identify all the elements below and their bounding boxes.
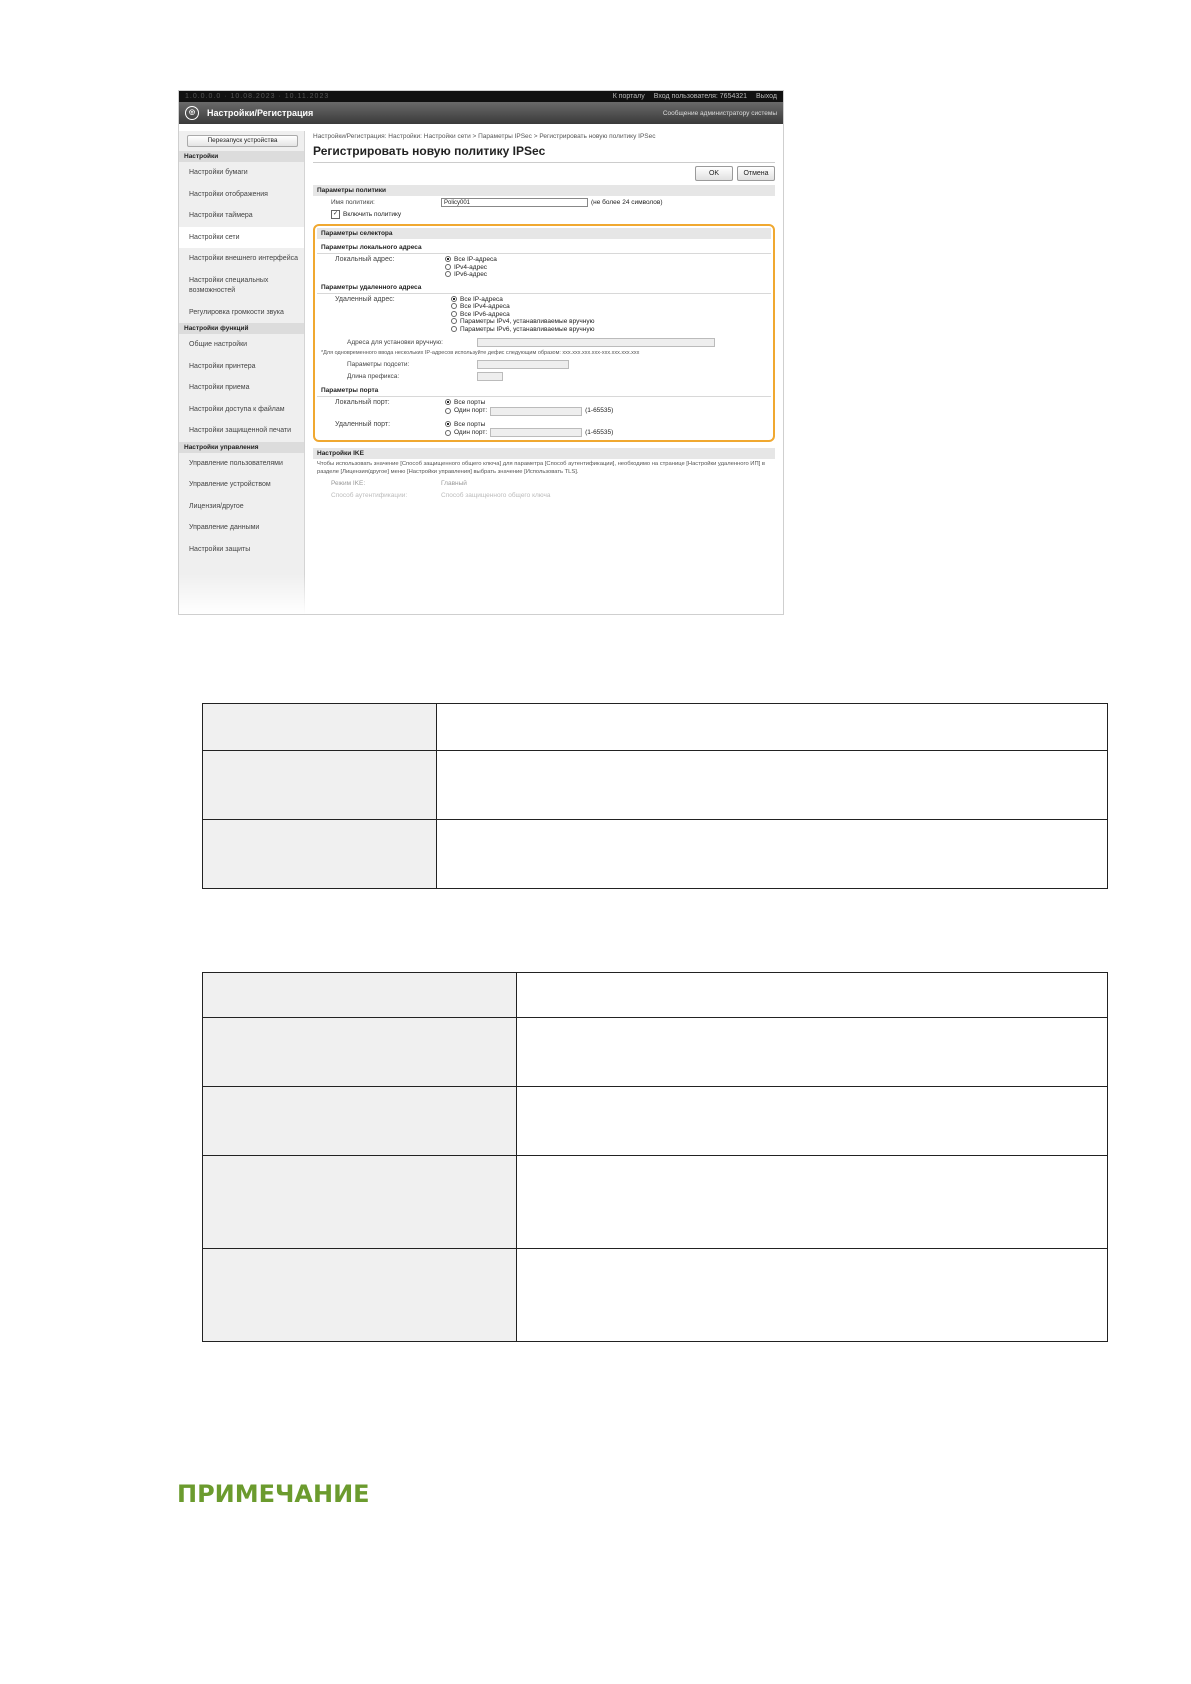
sidebar-item-users[interactable]: Управление пользователями <box>189 459 283 467</box>
table-row <box>203 1249 1108 1342</box>
policy-name-input[interactable]: Policy001 <box>441 198 588 207</box>
table-cell <box>203 820 437 889</box>
settings-logo-icon: ◎ <box>185 106 199 120</box>
enable-policy-checkbox[interactable]: ✓ <box>332 210 339 217</box>
ike-auth-value: Способ защищенного общего ключа <box>441 491 551 499</box>
sidebar-item-common[interactable]: Общие настройки <box>189 341 248 348</box>
bottom-fade <box>179 574 783 614</box>
radio-icon <box>445 264 451 270</box>
title-bar <box>179 102 783 124</box>
ike-mode-label: Режим IKE: <box>331 479 366 487</box>
local-port-input[interactable] <box>490 407 582 416</box>
local-address-label: Локальный адрес: <box>335 256 395 263</box>
enable-policy-row <box>313 208 775 220</box>
sidebar-item-receive[interactable]: Настройки приема <box>189 384 250 391</box>
breadcrumb: Настройки/Регистрация: Настройки: Настройки сети > Параметры IPSec > Регистрировать новую политику IPSec <box>313 133 656 140</box>
manual-address-input[interactable] <box>477 338 715 347</box>
sidebar-item-accessibility[interactable]: Настройки специальных возможностей <box>189 276 269 294</box>
subnet-label: Параметры подсети: <box>347 360 410 368</box>
local-opt-ipv4[interactable]: IPv4-адрес <box>445 264 497 272</box>
remote-ui-screenshot <box>178 90 784 615</box>
table-cell <box>437 820 1108 889</box>
radio-icon <box>445 421 451 427</box>
remote-opt-all-ipv4[interactable]: Все IPv4-адреса <box>451 303 594 311</box>
sidebar-item-data[interactable]: Управление данными <box>189 524 260 531</box>
top-bar <box>179 91 783 102</box>
ike-description: Чтобы использовать значение [Способ защищенного общего ключа] для параметра [Способ аутентификации], необходимо на странице [Настройки удаленного ИП] в разделе [Лицензия/другое] меню [Настройки управления] выбрать значение [Использовать TLS]. <box>317 461 765 475</box>
user-id: 7654321 <box>719 93 748 100</box>
table-cell <box>203 704 437 751</box>
remote-opt-all[interactable]: Все IP-адреса <box>451 296 594 304</box>
sidebar-section-management: Настройки управления <box>179 442 304 453</box>
ike-section-header: Настройки IKE <box>313 448 775 459</box>
remote-port-input[interactable] <box>490 428 582 437</box>
radio-icon <box>445 271 451 277</box>
enable-policy-label: Включить политику <box>343 210 402 218</box>
sidebar-item-display[interactable]: Настройки отображения <box>189 190 268 198</box>
remote-address-subheader: Параметры удаленного адреса <box>317 281 771 294</box>
table-row <box>203 973 1108 1018</box>
sidebar-item-security[interactable]: Настройки защиты <box>189 545 251 553</box>
prefix-label: Длина префикса: <box>347 372 400 380</box>
radio-icon <box>451 326 457 332</box>
subnet-row <box>317 358 771 370</box>
table-cell <box>517 1018 1108 1087</box>
table-2 <box>202 972 1108 1342</box>
ike-mode-value: Главный <box>441 479 467 487</box>
top-bar-info: 1.0.0.0.0 · 10.08.2023 · 10.11.2023 <box>185 93 330 100</box>
sidebar-item-device[interactable]: Управление устройством <box>189 481 271 488</box>
table-cell <box>517 973 1108 1018</box>
remote-port-range: (1-65535) <box>585 428 614 436</box>
radio-icon <box>445 430 451 436</box>
cancel-button[interactable]: Отмена <box>737 166 775 181</box>
radio-icon <box>445 256 451 262</box>
remote-address-options <box>451 296 594 334</box>
local-address-options <box>445 256 497 279</box>
manual-address-row <box>317 336 771 348</box>
table-cell <box>203 751 437 820</box>
local-port-one[interactable]: Один порт: (1-65535) <box>445 407 613 416</box>
port-subheader: Параметры порта <box>317 384 771 397</box>
login-label: Вход пользователя: 7654321 <box>653 93 748 100</box>
ok-button[interactable]: OK <box>695 166 733 181</box>
remote-port-label: Удаленный порт: <box>335 420 391 428</box>
prefix-row <box>317 370 771 382</box>
ike-auth-row <box>313 489 775 501</box>
policy-name-hint: (не более 24 символов) <box>591 198 663 206</box>
policy-name-label: Имя политики: <box>331 198 375 206</box>
remote-opt-manual-ipv6[interactable]: Параметры IPv6, устанавливаемые вручную <box>451 326 594 334</box>
policy-section-header: Параметры политики <box>313 185 775 196</box>
local-port-range: (1-65535) <box>585 407 614 415</box>
sidebar-item-paper[interactable]: Настройки бумаги <box>189 169 248 176</box>
app-title: Настройки/Регистрация <box>207 108 314 118</box>
remote-port-all[interactable]: Все порты <box>445 421 613 429</box>
selector-highlight-frame <box>313 224 775 442</box>
sidebar-item-license[interactable]: Лицензия/другое <box>189 502 244 510</box>
radio-icon <box>451 303 457 309</box>
sidebar-item-printer[interactable]: Настройки принтера <box>189 362 256 370</box>
radio-icon <box>445 408 451 414</box>
remote-port-row <box>317 416 771 438</box>
table-cell <box>517 1156 1108 1249</box>
admin-message-link[interactable]: Сообщение администратору системы <box>662 109 777 117</box>
table-cell <box>437 751 1108 820</box>
sidebar-item-file-access[interactable]: Настройки доступа к файлам <box>189 405 285 413</box>
sidebar-item-timer[interactable]: Настройки таймера <box>189 212 253 219</box>
manual-address-label: Адреса для установки вручную: <box>347 338 443 346</box>
table-cell <box>203 1018 517 1087</box>
table-row <box>203 1156 1108 1249</box>
policy-name-row <box>313 196 775 208</box>
radio-icon <box>451 311 457 317</box>
table-cell <box>517 1249 1108 1342</box>
sidebar-section-functions: Настройки функций <box>179 323 304 334</box>
table-cell <box>517 1087 1108 1156</box>
portal-link[interactable]: К порталу <box>612 93 645 100</box>
table-cell <box>203 1249 517 1342</box>
remote-opt-manual-ipv4[interactable]: Параметры IPv4, устанавливаемые вручную <box>451 318 594 326</box>
table-row <box>203 751 1108 820</box>
prefix-input[interactable] <box>477 372 503 381</box>
restart-device-button[interactable]: Перезапуск устройства <box>187 135 298 147</box>
local-port-options <box>445 399 613 416</box>
local-address-row <box>317 254 771 279</box>
table-cell <box>437 704 1108 751</box>
sidebar-item-secure-print[interactable]: Настройки защищенной печати <box>189 427 292 434</box>
radio-icon <box>451 296 457 302</box>
table-row <box>203 1018 1108 1087</box>
local-port-row <box>317 397 771 416</box>
selector-section-header: Параметры селектора <box>317 228 771 239</box>
page-title: Регистрировать новую политику IPSec <box>313 144 546 158</box>
action-buttons <box>313 162 775 181</box>
table-cell <box>203 1156 517 1249</box>
sidebar-item-volume[interactable]: Регулировка громкости звука <box>189 308 284 316</box>
table-row <box>203 704 1108 751</box>
logout-link[interactable]: Выход <box>756 93 777 100</box>
radio-icon <box>445 399 451 405</box>
sidebar-section-settings: Настройки <box>179 151 304 162</box>
sidebar-item-network[interactable]: Настройки сети <box>179 227 304 249</box>
table-cell <box>203 973 517 1018</box>
table-row <box>203 1087 1108 1156</box>
ike-auth-label: Способ аутентификации: <box>331 491 408 499</box>
sidebar <box>179 131 305 614</box>
table-cell <box>203 1087 517 1156</box>
table-row <box>203 820 1108 889</box>
local-opt-all[interactable]: Все IP-адреса <box>445 256 497 264</box>
remote-port-one[interactable]: Один порт: (1-65535) <box>445 428 613 437</box>
manual-address-note: *Для одновременного ввода нескольких IP-адресов используйте дефис следующим образом: xxx.xxx.xxx.xxx-xxx.xxx.xxx.xxx <box>321 350 640 356</box>
local-port-label: Локальный порт: <box>335 399 390 406</box>
remote-port-options <box>445 421 613 438</box>
radio-icon <box>451 318 457 324</box>
main-content <box>313 133 775 614</box>
subnet-input[interactable] <box>477 360 569 369</box>
table-1 <box>202 703 1108 889</box>
remote-address-label: Удаленный адрес: <box>335 295 395 303</box>
remote-opt-all-ipv6[interactable]: Все IPv6-адреса <box>451 311 594 319</box>
local-address-subheader: Параметры локального адреса <box>317 241 771 254</box>
note-heading: ПРИМЕЧАНИЕ <box>177 1480 370 1508</box>
local-opt-ipv6[interactable]: IPv6-адрес <box>445 271 497 279</box>
ike-mode-row <box>313 477 775 489</box>
local-port-all[interactable]: Все порты <box>445 399 613 407</box>
remote-address-row <box>317 294 771 334</box>
sidebar-item-external-interface[interactable]: Настройки внешнего интерфейса <box>189 255 299 262</box>
